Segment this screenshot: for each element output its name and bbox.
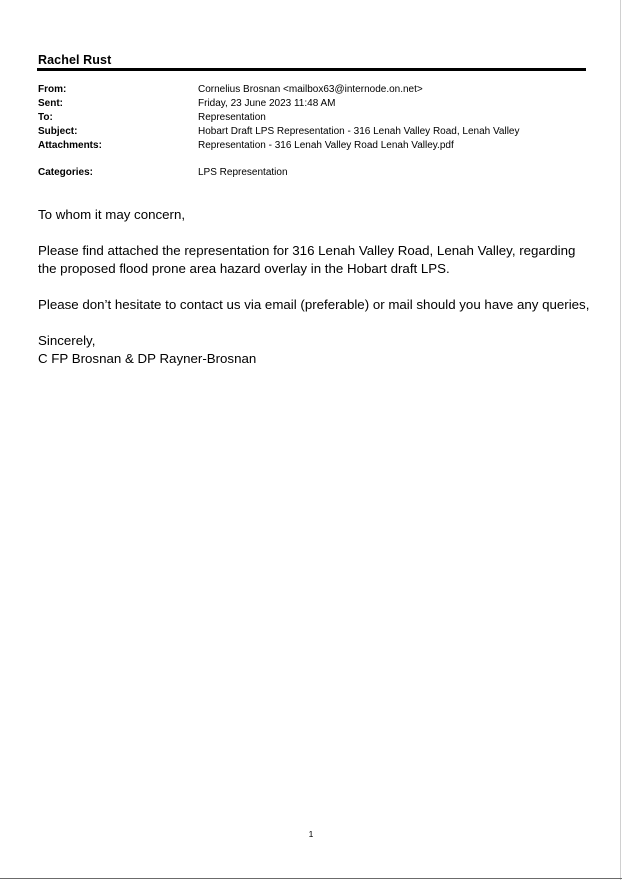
mailbox-owner-name: Rachel Rust [38,53,112,67]
closing [38,332,594,368]
page-edge-right [620,0,621,880]
categories-row [38,166,588,180]
to-value: Representation [198,112,266,123]
subject-value: Hobart Draft LPS Representation - 316 Lenah Valley Road, Lenah Valley [198,126,520,137]
from-value: Cornelius Brosnan <mailbox63@internode.on.net> [198,84,423,95]
greeting: To whom it may concern, [38,207,186,222]
sent-row [38,97,588,111]
subject-label: Subject: [38,126,78,137]
sent-value: Friday, 23 June 2023 11:48 AM [198,98,336,109]
subject-row [38,125,588,139]
attachments-label: Attachments: [38,140,102,151]
sent-label: Sent: [38,98,63,109]
email-body [38,206,594,368]
page-number: 1 [308,829,314,839]
signature: C FP Brosnan & DP Rayner-Brosnan [38,351,257,366]
header-divider [37,68,586,71]
body-paragraph-2: Please don’t hesitate to contact us via email (preferable) or mail should you have any queries, [38,297,590,312]
categories-label: Categories: [38,167,94,178]
to-row [38,111,588,125]
from-row [38,83,588,97]
signoff: Sincerely, [38,333,96,348]
from-label: From: [38,84,67,95]
categories-value: LPS Representation [198,167,288,178]
body-paragraph-1: Please find attached the representation for 316 Lenah Valley Road, Lenah Valley, regarding the proposed flood prone area hazard overlay in the Hobart draft LPS. [38,243,576,276]
to-label: To: [38,112,53,123]
attachments-value: Representation - 316 Lenah Valley Road Lenah Valley.pdf [198,140,454,151]
attachments-row [38,139,588,153]
email-header-fields [38,83,588,180]
page-edge-bottom [0,878,622,879]
